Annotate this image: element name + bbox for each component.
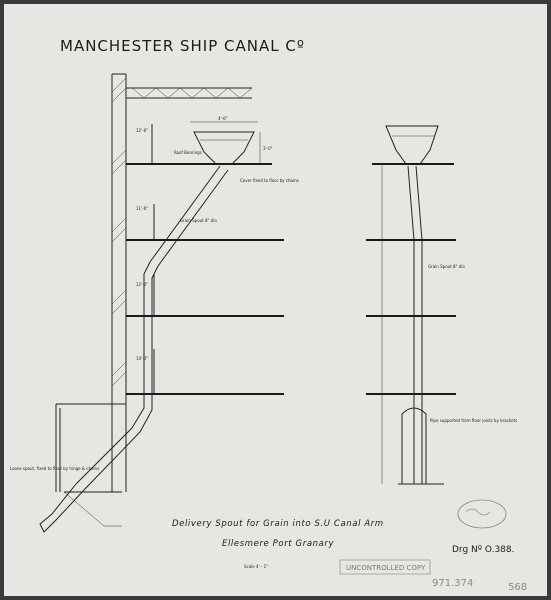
roof-label: Roof Bearings	[174, 150, 202, 155]
bottom-note: Loose spout, fixed to floor by hinge & chains	[10, 466, 100, 471]
chain-note: Cover fixed to floor by chains	[240, 178, 299, 183]
archive-ref: 971.374	[432, 578, 474, 589]
drawing-sheet	[4, 4, 547, 596]
spout-note: Grain Spout 8" dia	[180, 218, 217, 223]
caption-line-1: Delivery Spout for Grain into S.U Canal Arm	[172, 519, 384, 529]
side-elevation	[10, 74, 299, 532]
dim-label-1: 12'-6"	[136, 128, 149, 133]
front-section	[366, 126, 517, 484]
side-height-dim: 3'-0"	[263, 146, 273, 151]
section-dim: Grain Spout 8" dia	[428, 264, 465, 269]
dim-label-3: 12'-0"	[136, 282, 149, 287]
dim-label-4: 14'-0"	[136, 356, 149, 361]
scale-note: Scale 4' - 1"	[244, 564, 269, 569]
drawing-number: Drg Nº O.388.	[452, 545, 515, 555]
library-stamp	[458, 500, 506, 528]
technical-drawing	[4, 4, 547, 596]
section-note: Pipe supported from floor joists by brackets	[430, 418, 518, 423]
stamp-text: UNCONTROLLED COPY	[346, 564, 426, 572]
top-width-dim: 4'-6"	[218, 116, 228, 121]
caption-line-2: Ellesmere Port Granary	[222, 539, 335, 549]
dim-label-2: 11'-6"	[136, 206, 149, 211]
drawing-title: MANCHESTER SHIP CANAL Cº	[60, 37, 305, 55]
sheet-number: 568	[508, 582, 528, 593]
